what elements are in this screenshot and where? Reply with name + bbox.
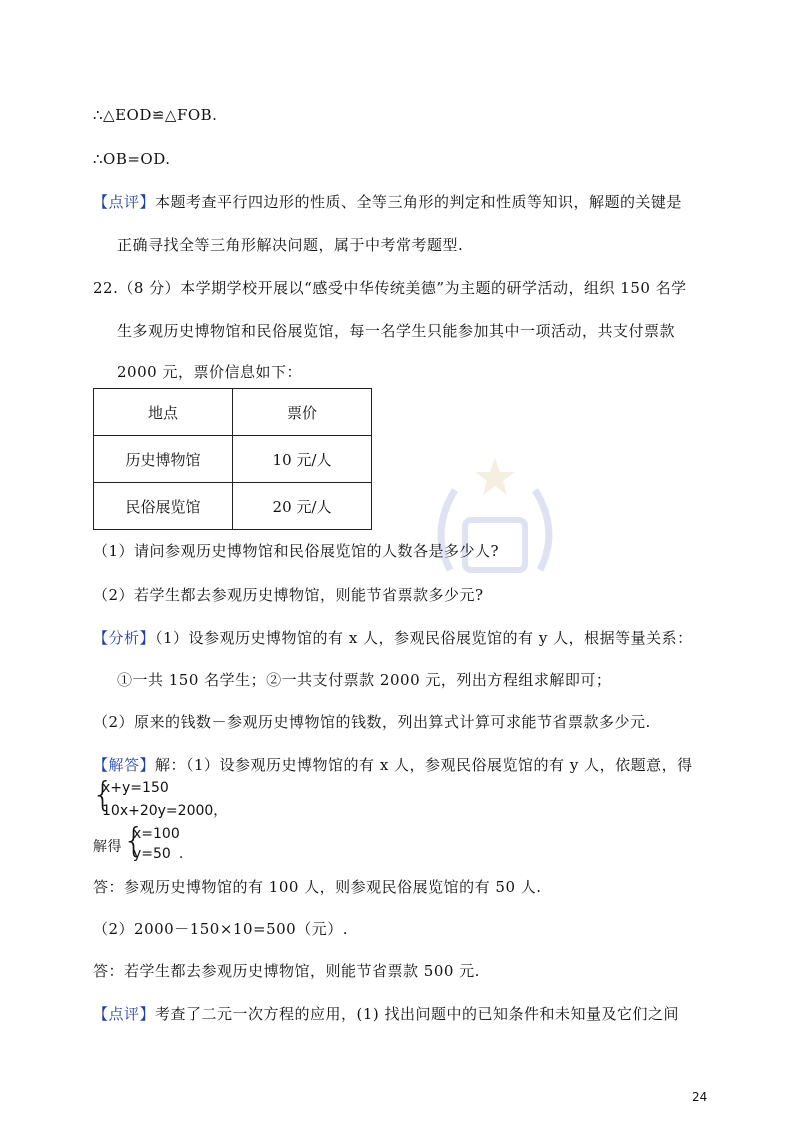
analysis-paragraph [93,627,693,648]
solution-paragraph [93,754,693,775]
analysis-tag: 【分析】 [93,629,156,647]
table-header-place: 地点 [94,389,233,436]
review-text: 考查了二元一次方程的应用，(1) 找出问题中的已知条件和未知量及它们之间 [155,1005,680,1023]
review-tag: 【点评】 [93,1005,156,1023]
solution-text: 解：（1）设参观历史博物馆的有 x 人，参观民俗展览馆的有 y 人，依题意，得 [155,756,693,774]
review-paragraph-1 [93,191,682,212]
review-tag: 【点评】 [93,193,156,211]
question-22-line-3: 2000 元，票价信息如下： [117,363,302,381]
answer-1: 答：参观历史博物馆的有 100 人，则参观民俗展览馆的有 50 人. [93,878,542,896]
sub-question-2: （2）若学生都去参观历史博物馆，则能节省票款多少元? [93,586,484,604]
table-cell-price: 20 元/人 [233,483,372,530]
left-brace: { [123,821,145,861]
proof-line-congruent: ∴△EOD≌△FOB. [93,106,218,124]
calculation-line: （2）2000－150×10=500（元）. [93,920,348,938]
equation-2: 10x+20y=2000， [102,803,228,819]
result-y: y=50 . [133,846,184,862]
table-cell-place: 民俗展览馆 [94,483,233,530]
equation-1: x+y=150 [102,780,169,796]
review-paragraph-1-cont: 正确寻找全等三角形解决问题，属于中考常考题型. [117,236,464,254]
analysis-line-3: （2）原来的钱数－参观历史博物馆的钱数，列出算式计算可求能节省票款多少元. [93,713,651,731]
review-text: 本题考查平行四边形的性质、全等三角形的判定和性质等知识，解题的关键是 [155,193,683,211]
review-paragraph-2 [93,1003,679,1024]
table-cell-price: 10 元/人 [233,436,372,483]
question-22-line-1: 22.（8 分）本学期学校开展以“感受中华传统美德”为主题的研学活动，组织 150 名学 [93,279,687,297]
analysis-text: （1）设参观历史博物馆的有 x 人，参观民俗展览馆的有 y 人，根据等量关系： [155,629,693,647]
table-row [94,483,372,530]
table-header-row [94,389,372,436]
solution-tag: 【解答】 [93,756,156,774]
left-brace: { [92,775,114,815]
ticket-price-table [93,388,372,530]
equation-system [92,775,292,820]
question-22-line-2: 生多观历史博物馆和民俗展览馆，每一名学生只能参加其中一项活动，共支付票款 [117,322,676,340]
table-cell-place: 历史博物馆 [94,436,233,483]
result-x: x=100 [133,826,180,842]
analysis-line-2: ①一共 150 名学生；②一共支付票款 2000 元，列出方程组求解即可； [117,671,612,689]
proof-line-conclusion: ∴OB=OD. [93,150,171,168]
solve-label: 解得 [93,839,122,855]
table-row [94,436,372,483]
solution-system [123,821,243,866]
answer-2: 答：若学生都去参观历史博物馆，则能节省票款 500 元. [93,962,480,980]
sub-question-1: （1）请问参观历史博物馆和民俗展览馆的人数各是多少人? [93,542,500,560]
page-number: 24 [692,1090,708,1104]
table-header-price: 票价 [233,389,372,436]
